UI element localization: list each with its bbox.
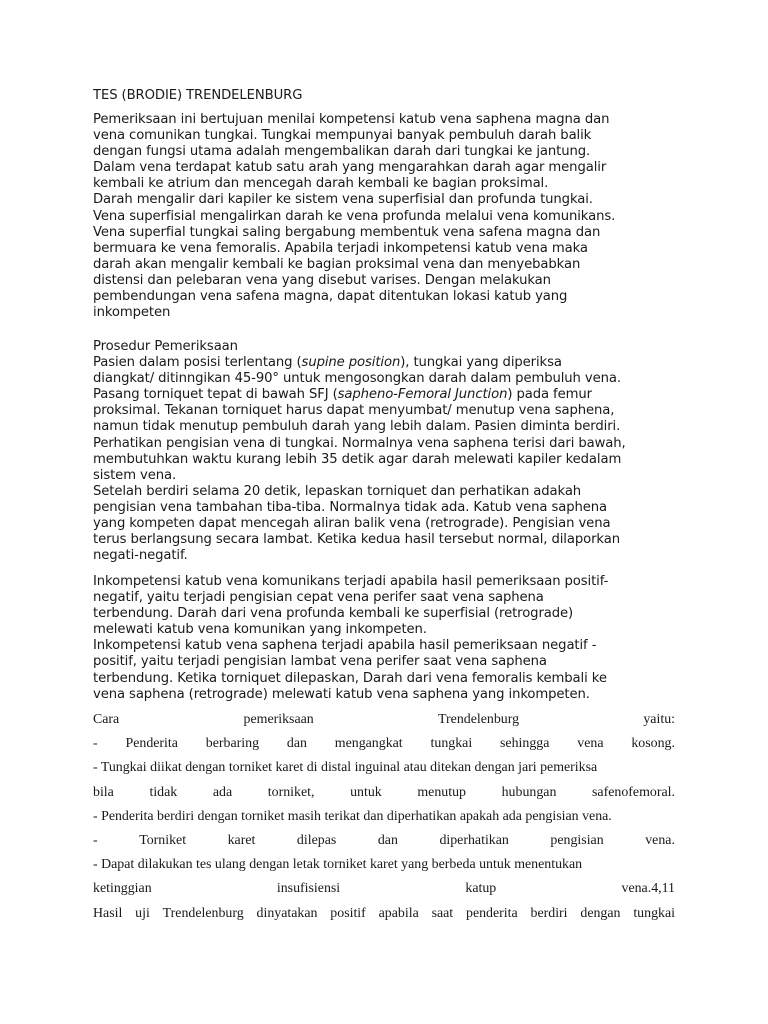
incompetence-line: terbendung. Ketika torniquet dilepaskan, Darah dari vena femoralis kembali ke — [93, 670, 607, 686]
intro-line: vena comunikan tungkai. Tungkai mempunyai banyak pembuluh darah balik — [93, 128, 592, 144]
incompetence-paragraph — [93, 574, 693, 703]
intro-paragraph — [93, 112, 693, 321]
method-line: - Tungkai diikat dengan torniket karet di distal inguinal atau ditekan dengan jari pemeriksa — [93, 760, 598, 776]
method-line: Hasil uji Trendelenburg dinyatakan positif apabila saat penderita berdiri dengan tungkai — [93, 905, 675, 921]
procedure-line: sistem vena. — [93, 467, 177, 483]
procedure-line: terus berlangsung secara lambat. Ketika kedua hasil tersebut normal, dilaporkan — [93, 532, 620, 548]
intro-line: pembendungan vena safena magna, dapat ditentukan lokasi katub yang — [93, 289, 568, 305]
procedure-line: yang kompeten dapat mencegah aliran balik vena (retrograde). Pengisian vena — [93, 516, 611, 532]
incompetence-line: terbendung. Darah dari vena profunda kembali ke superfisial (retrograde) — [93, 606, 574, 622]
text-span: ), tungkai yang diperiksa — [400, 355, 562, 371]
incompetence-line: Inkompetensi katub vena saphena terjadi apabila hasil pemeriksaan negatif - — [93, 638, 597, 654]
intro-line: bermuara ke vena femoralis. Apabila terjadi inkompetensi katub vena maka — [93, 240, 588, 256]
procedure-line: diangkat/ ditinngikan 45-90° untuk mengosongkan darah dalam pembuluh vena. — [93, 371, 621, 387]
document-title — [93, 88, 693, 104]
procedure-body — [93, 403, 693, 564]
procedure-line: proksimal. Tekanan torniquet harus dapat menyumbat/ menutup vena saphena, — [93, 403, 615, 419]
procedure-heading: Prosedur Pemeriksaan — [93, 339, 238, 354]
text-span: Pasang torniquet tepat di bawah SFJ ( — [93, 387, 338, 403]
incompetence-line: melewati katub vena komunikan yang inkompeten. — [93, 622, 427, 638]
italic-term: sapheno-Femoral Junction — [337, 387, 508, 403]
procedure-line: Setelah berdiri selama 20 detik, lepaskan torniquet dan perhatikan adakah — [93, 483, 582, 499]
procedure-line: negati-negatif. — [93, 548, 188, 564]
method-line: bila tidak ada torniket, untuk menutup hubungan safenofemoral. — [93, 784, 675, 800]
title-text: TES (BRODIE) TRENDELENBURG — [93, 88, 303, 103]
intro-line: inkompeten — [93, 305, 171, 321]
intro-line: Vena superfisial mengalirkan darah ke vena profunda melalui vena komunikans. — [93, 208, 616, 224]
text-span: Pasien dalam posisi terlentang ( — [93, 355, 302, 371]
intro-line: Dalam vena terdapat katub satu arah yang mengarahkan darah agar mengalir — [93, 160, 607, 176]
intro-line: Pemeriksaan ini bertujuan menilai kompetensi katub vena saphena magna dan — [93, 112, 610, 127]
incompetence-line: Inkompetensi katub vena komunikans terjadi apabila hasil pemeriksaan positif- — [93, 574, 609, 589]
method-line: - Penderita berdiri dengan torniket masih terikat dan diperhatikan apakah ada pengisian vena. — [93, 808, 612, 824]
incompetence-line: negatif, yaitu terjadi pengisian cepat vena perifer saat vena saphena — [93, 590, 544, 606]
intro-line: Vena superfial tungkai saling bergabung membentuk vena safena magna dan — [93, 224, 601, 240]
method-section — [93, 708, 675, 926]
intro-line: kembali ke atrium dan mencegah darah kembali ke bagian proksimal. — [93, 176, 549, 192]
procedure-line — [93, 355, 693, 371]
intro-line: Darah mengalir dari kapiler ke sistem vena superfisial dan profunda tungkai. — [93, 192, 593, 208]
intro-line: distensi dan pelebaran vena yang disebut varises. Dengan melakukan — [93, 272, 551, 288]
method-line: Cara pemeriksaan Trendelenburg yaitu: — [93, 712, 675, 727]
method-line: - Penderita berbaring dan mengangkat tungkai sehingga vena kosong. — [93, 736, 675, 752]
procedure-line: Perhatikan pengisian vena di tungkai. Normalnya vena saphena terisi dari bawah, — [93, 435, 626, 451]
method-line: - Dapat dilakukan tes ulang dengan letak torniket karet yang berbeda untuk menentukan — [93, 857, 583, 873]
incompetence-line: vena saphena (retrograde) melewati katub vena saphena yang inkompeten. — [93, 686, 590, 702]
italic-term: supine position — [301, 355, 401, 371]
procedure-line: membutuhkan waktu kurang lebih 35 detik agar darah melewati kapiler kedalam — [93, 451, 622, 467]
intro-line: dengan fungsi utama adalah mengembalikan darah dari tungkai ke jantung. — [93, 144, 591, 160]
procedure-section — [93, 339, 693, 564]
method-line: ketinggian insufisiensi katup vena.4,11 — [93, 881, 675, 897]
method-line: - Torniket karet dilepas dan diperhatikan pengisian vena. — [93, 832, 675, 848]
procedure-line — [93, 387, 693, 403]
procedure-line: pengisian vena tambahan tiba-tiba. Normalnya tidak ada. Katub vena saphena — [93, 499, 608, 515]
text-span: ) pada femur — [507, 387, 592, 403]
intro-line: darah akan mengalir kembali ke bagian proksimal vena dan menyebabkan — [93, 256, 581, 272]
incompetence-line: positif, yaitu terjadi pengisian lambat vena perifer saat vena saphena — [93, 654, 547, 670]
procedure-line: namun tidak menutup pembuluh darah yang lebih dalam. Pasien diminta berdiri. — [93, 419, 621, 435]
